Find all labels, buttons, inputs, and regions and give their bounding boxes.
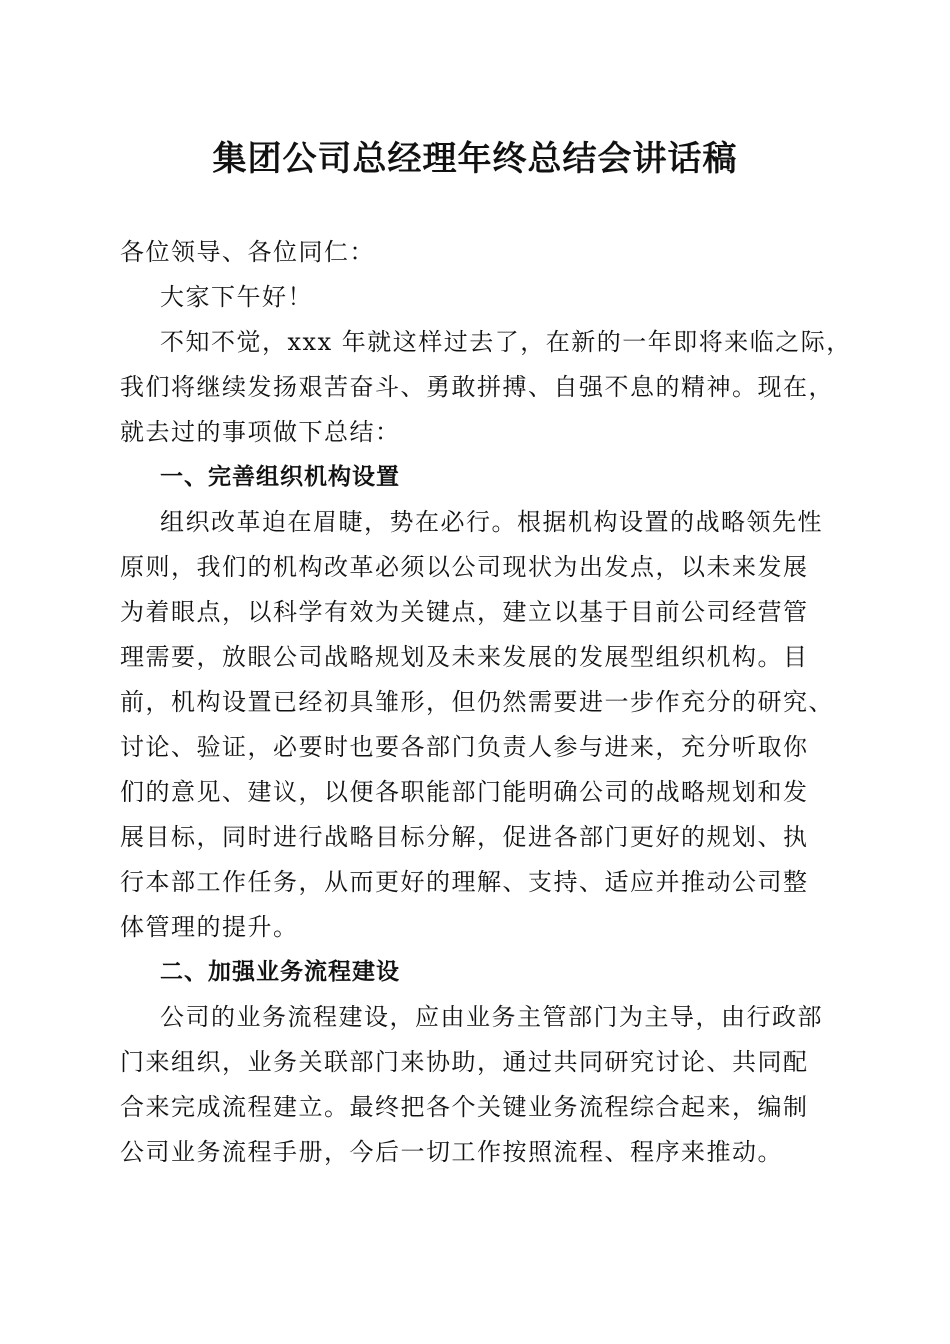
section1-line: 们的意见、建议，以便各职能部门能明确公司的战略规划和发 (120, 778, 809, 806)
section2-line: 公司的业务流程建设，应由业务主管部门为主导，由行政部 (160, 1003, 823, 1031)
section2-line: 门来组织，业务关联部门来协助，通过共同研究讨论、共同配 (120, 1048, 809, 1076)
section1-line: 前，机构设置已经初具雏形，但仍然需要进一步作充分的研究、 (120, 688, 834, 716)
intro-line: 我们将继续发扬艰苦奋斗、勇敢拼搏、自强不息的精神。现在， (120, 373, 834, 401)
section-heading-1: 一、完善组织机构设置 (160, 464, 400, 490)
section1-line: 组织改革迫在眉睫，势在必行。根据机构设置的战略领先性 (160, 508, 823, 536)
section2-line: 合来完成流程建立。最终把各个关键业务流程综合起来，编制 (120, 1093, 809, 1121)
section-heading-2: 二、加强业务流程建设 (160, 959, 400, 985)
section1-line: 原则，我们的机构改革必须以公司现状为出发点，以未来发展 (120, 553, 809, 581)
section1-line: 理需要，放眼公司战略规划及未来发展的发展型组织机构。目 (120, 643, 809, 671)
intro-line: 就去过的事项做下总结： (120, 418, 401, 446)
section2-line: 公司业务流程手册，今后一切工作按照流程、程序来推动。 (120, 1138, 783, 1166)
section1-line: 讨论、验证，必要时也要各部门负责人参与进来，充分听取你 (120, 733, 809, 761)
section1-line: 行本部工作任务，从而更好的理解、支持、适应并推动公司整 (120, 868, 809, 896)
document-body (120, 230, 852, 1175)
section1-line: 展目标，同时进行战略目标分解，促进各部门更好的规划、执 (120, 823, 809, 851)
intro-line: 不知不觉，xxx 年就这样过去了，在新的一年即将来临之际， (160, 328, 852, 356)
greeting: 各位领导、各位同仁： (120, 238, 375, 266)
section1-line: 体管理的提升。 (120, 913, 299, 941)
document-title: 集团公司总经理年终总结会讲话稿 (212, 139, 738, 179)
section1-line: 为着眼点，以科学有效为关键点，建立以基于目前公司经营管 (120, 598, 809, 626)
salutation: 大家下午好！ (160, 283, 313, 311)
